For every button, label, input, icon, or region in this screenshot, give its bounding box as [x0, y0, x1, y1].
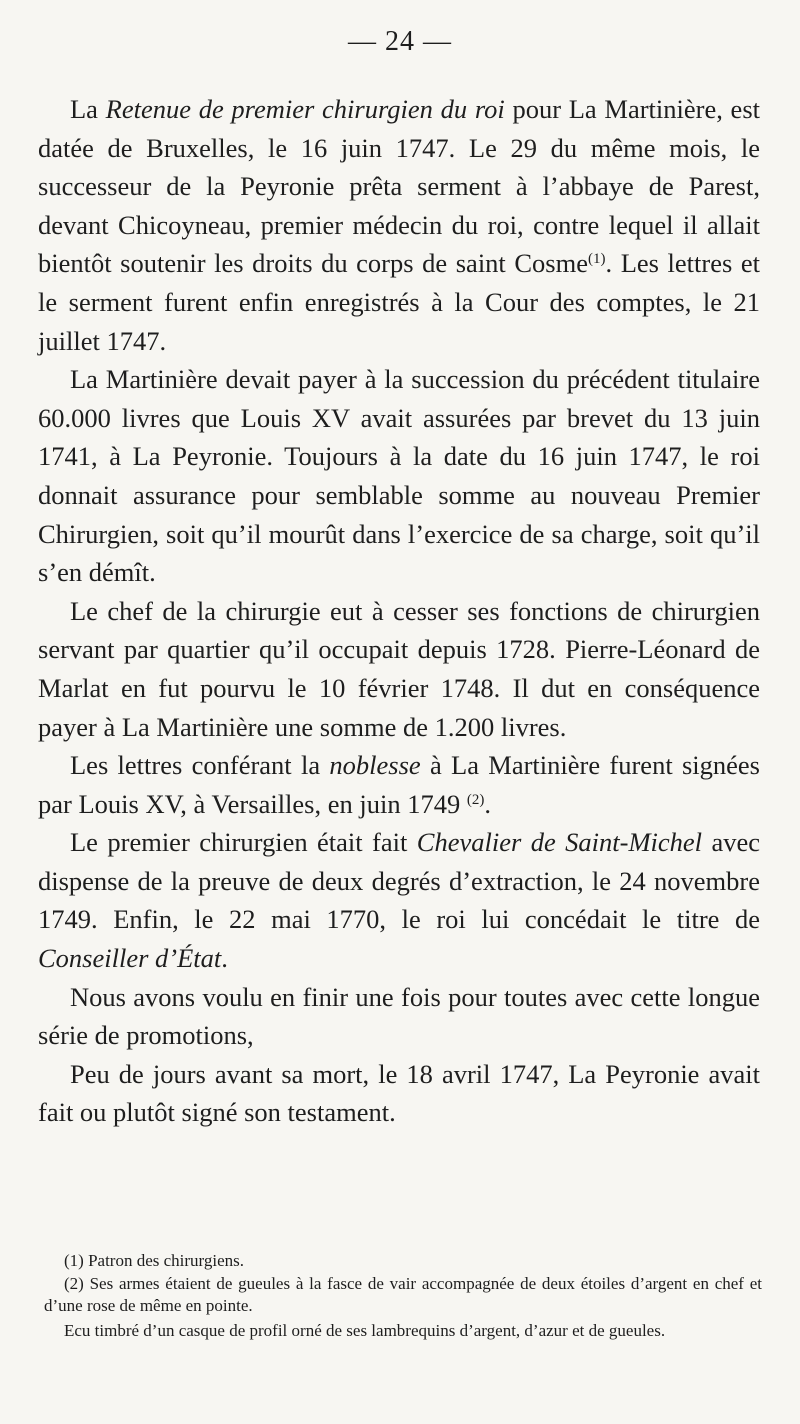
- paragraph: [38, 978, 760, 1055]
- paragraph: [38, 90, 760, 360]
- paragraph-text: La: [70, 94, 106, 124]
- italic-text: Conseiller d’État: [38, 943, 222, 974]
- italic-text: noblesse: [329, 750, 421, 781]
- paragraph-text: Peu de jours avant sa mort, le 18 avril 1747, La Peyronie avait fait ou plutôt signé son testament.: [38, 1058, 760, 1128]
- paragraph: [38, 592, 760, 746]
- paragraph: [38, 823, 760, 977]
- footnote: (1) Patron des chirurgiens.: [64, 1251, 245, 1270]
- page-number: — 24 —: [348, 26, 452, 57]
- paragraph-text: .: [484, 788, 491, 819]
- paragraph-text: Le premier chirurgien était fait: [70, 827, 417, 858]
- paragraph: [38, 1055, 760, 1132]
- body-text: [38, 90, 760, 1132]
- paragraph-text: Nous avons voulu en finir une fois pour toutes avec cette longue série de promotions,: [38, 981, 760, 1051]
- paragraph-text: . Les lettres et le serment furent enfin enregistrés à la Cour des comptes, le 21 juillet 1747.: [38, 248, 760, 356]
- paragraph-text: Les lettres conférant la: [70, 750, 330, 781]
- footnote-reference: (1): [587, 251, 606, 268]
- paragraph: [38, 746, 760, 823]
- footnotes: [44, 1250, 762, 1342]
- paragraph-text: La Martinière devait payer à la succession du précédent titulaire 60.000 livres que Louis XV avait assurées par brevet du 13 juin 1741, à La Peyronie. Toujours à la date du 16 juin 1747, le roi donnait assurance pour semblable somme au nouveau Premier Chirurgien, soit qu’il mourût dans l’exercice de sa charge, soit qu’il s’en démît.: [38, 364, 760, 588]
- paragraph-text: à La Martinière furent signées par Louis XV, à Versailles, en juin 1749: [38, 750, 760, 819]
- footnote-reference: (2): [466, 791, 485, 808]
- footnote: Ecu timbré d’un casque de profil orné de ses lambrequins d’argent, d’azur et de gueules.: [64, 1320, 666, 1340]
- italic-text: Retenue de premier chirurgien du roi: [105, 94, 505, 124]
- paragraph-text: pour La Martinière, est datée de Bruxelles, le 16 juin 1747. Le 29 du même mois, le successeur de la Peyronie prêta serment à l’abbaye de Parest, devant Chicoyneau, premier médecin du roi, contre lequel il allait bientôt soutenir les droits du corps de saint Cosme: [38, 94, 760, 279]
- paragraph-text: Le chef de la chirurgie eut à cesser ses fonctions de chirurgien servant par quartier qu’il occupait depuis 1728. Pierre-Léonard de Marlat en fut pourvu le 10 février 1748. Il dut en conséquence payer à La Martinière une somme de 1.200 livres.: [38, 595, 760, 742]
- paragraph-text: .: [221, 943, 228, 974]
- paragraph: [38, 360, 760, 592]
- paragraph-text: avec dispense de la preuve de deux degrés d’extraction, le 24 novembre 1749. Enfin, le 22 mai 1770, le roi lui concédait le titre de: [38, 827, 760, 935]
- footnote: (2) Ses armes étaient de gueules à la fasce de vair accompagnée de deux étoiles d’argent en chef et d’une rose de même en pointe.: [44, 1273, 762, 1315]
- italic-text: Chevalier de Saint-Michel: [416, 827, 703, 858]
